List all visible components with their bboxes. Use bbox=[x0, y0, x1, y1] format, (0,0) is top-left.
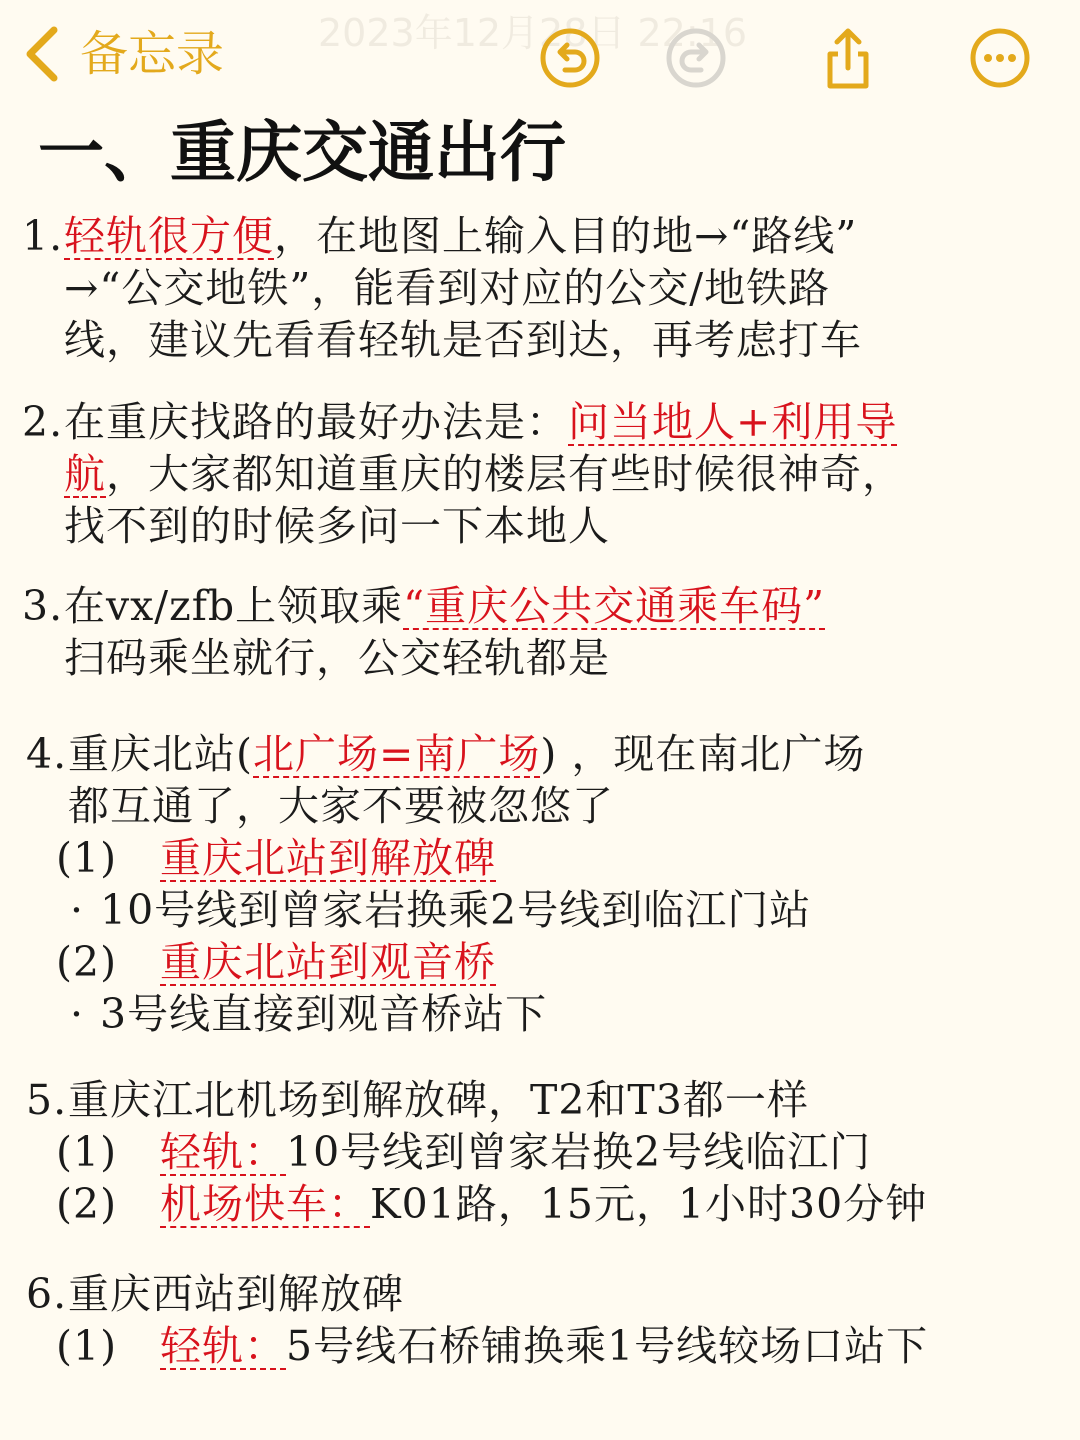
undo-icon bbox=[538, 26, 602, 90]
sub-item-number: (1) bbox=[56, 834, 118, 882]
note-text: 都互通了，大家不要被忽悠了 bbox=[68, 782, 614, 830]
note-line bbox=[26, 832, 865, 884]
highlighted-text: 问当地人+利用导 bbox=[568, 398, 898, 446]
sub-item-number: (2) bbox=[56, 1180, 118, 1228]
note-text: 线，建议先看看轻轨是否到达，再考虑打车 bbox=[64, 316, 862, 364]
note-text: ，大家都知道重庆的楼层有些时候很神奇， bbox=[106, 450, 904, 498]
note-item-3 bbox=[22, 580, 825, 684]
note-text: 在vx/zfb上领取乘 bbox=[64, 582, 404, 630]
note-text: ，在地图上输入目的地→“路线” bbox=[274, 212, 858, 260]
note-text: 5号线石桥铺换乘1号线较场口站下 bbox=[286, 1322, 929, 1370]
redo-button[interactable] bbox=[664, 26, 728, 90]
more-icon bbox=[968, 26, 1032, 90]
sub-item-number: (1) bbox=[56, 1128, 118, 1176]
item-number: 1. bbox=[22, 212, 64, 260]
note-line bbox=[26, 884, 865, 936]
note-item-1 bbox=[22, 210, 862, 366]
highlighted-text: 轻轨： bbox=[160, 1322, 286, 1370]
note-line bbox=[22, 500, 904, 552]
note-line bbox=[26, 936, 865, 988]
share-icon bbox=[816, 26, 880, 90]
note-text: 重庆西站到解放碑 bbox=[68, 1270, 404, 1318]
note-text: →“公交地铁”，能看到对应的公交/地铁路 bbox=[64, 264, 831, 312]
note-text: 重庆江北机场到解放碑，T2和T3都一样 bbox=[68, 1076, 809, 1124]
note-line bbox=[26, 1178, 927, 1230]
highlighted-text: 重庆北站到观音桥 bbox=[160, 938, 496, 986]
highlighted-text: 轻轨很方便 bbox=[64, 212, 274, 260]
note-line bbox=[22, 262, 862, 314]
highlighted-text: 轻轨： bbox=[160, 1128, 286, 1176]
undo-button[interactable] bbox=[538, 26, 602, 90]
highlighted-text: “重庆公共交通乘车码” bbox=[403, 582, 826, 630]
item-number: 4. bbox=[26, 730, 68, 778]
sub-item-number: (2) bbox=[56, 938, 118, 986]
note-line bbox=[26, 1268, 928, 1320]
item-number: 5. bbox=[26, 1076, 68, 1124]
note-text: ) ，现在南北广场 bbox=[540, 730, 866, 778]
note-text: 10号线到曾家岩换2号线临江门 bbox=[286, 1128, 872, 1176]
note-text: 扫码乘坐就行，公交轻轨都是 bbox=[64, 634, 610, 682]
navigation-bar bbox=[0, 0, 1080, 110]
more-button[interactable] bbox=[968, 26, 1032, 90]
note-line bbox=[22, 580, 825, 632]
note-line bbox=[22, 314, 862, 366]
note-line bbox=[26, 1074, 927, 1126]
note-line bbox=[26, 780, 865, 832]
highlighted-text: 航 bbox=[64, 450, 106, 498]
chevron-left-icon bbox=[22, 22, 62, 86]
note-line bbox=[22, 210, 862, 262]
item-number: 3. bbox=[22, 582, 64, 630]
note-line bbox=[26, 728, 865, 780]
note-title: 一、重庆交通出行 bbox=[38, 114, 566, 191]
sub-item-number: (1) bbox=[56, 1322, 118, 1370]
note-line bbox=[22, 632, 825, 684]
note-text: 在重庆找路的最好办法是： bbox=[64, 398, 568, 446]
note-line bbox=[22, 448, 904, 500]
highlighted-text: 重庆北站到解放碑 bbox=[160, 834, 496, 882]
note-item-5 bbox=[26, 1074, 927, 1230]
bullet-dot: · bbox=[70, 990, 85, 1038]
note-text: 10号线到曾家岩换乘2号线到临江门站 bbox=[100, 886, 812, 934]
note-line bbox=[22, 396, 904, 448]
note-timestamp: 2023年12月28日 22:16 bbox=[318, 11, 748, 55]
back-label: 备忘录 bbox=[80, 26, 225, 82]
highlighted-text: 机场快车： bbox=[160, 1180, 370, 1228]
note-text: 3号线直接到观音桥站下 bbox=[100, 990, 548, 1038]
highlighted-text: 北广场=南广场 bbox=[253, 730, 541, 778]
back-button[interactable] bbox=[22, 22, 224, 86]
share-button[interactable] bbox=[816, 26, 880, 90]
note-text: 重庆北站( bbox=[68, 730, 253, 778]
note-text: K01路，15元，1小时30分钟 bbox=[370, 1180, 928, 1228]
bullet-dot: · bbox=[70, 886, 85, 934]
redo-icon bbox=[664, 26, 728, 90]
note-line bbox=[26, 1320, 928, 1372]
note-line bbox=[26, 1126, 927, 1178]
item-number: 2. bbox=[22, 398, 64, 446]
note-item-6 bbox=[26, 1268, 928, 1372]
note-item-2 bbox=[22, 396, 904, 552]
note-item-4 bbox=[26, 728, 865, 1040]
item-number: 6. bbox=[26, 1270, 68, 1318]
note-line bbox=[26, 988, 865, 1040]
note-text: 找不到的时候多问一下本地人 bbox=[64, 502, 610, 550]
